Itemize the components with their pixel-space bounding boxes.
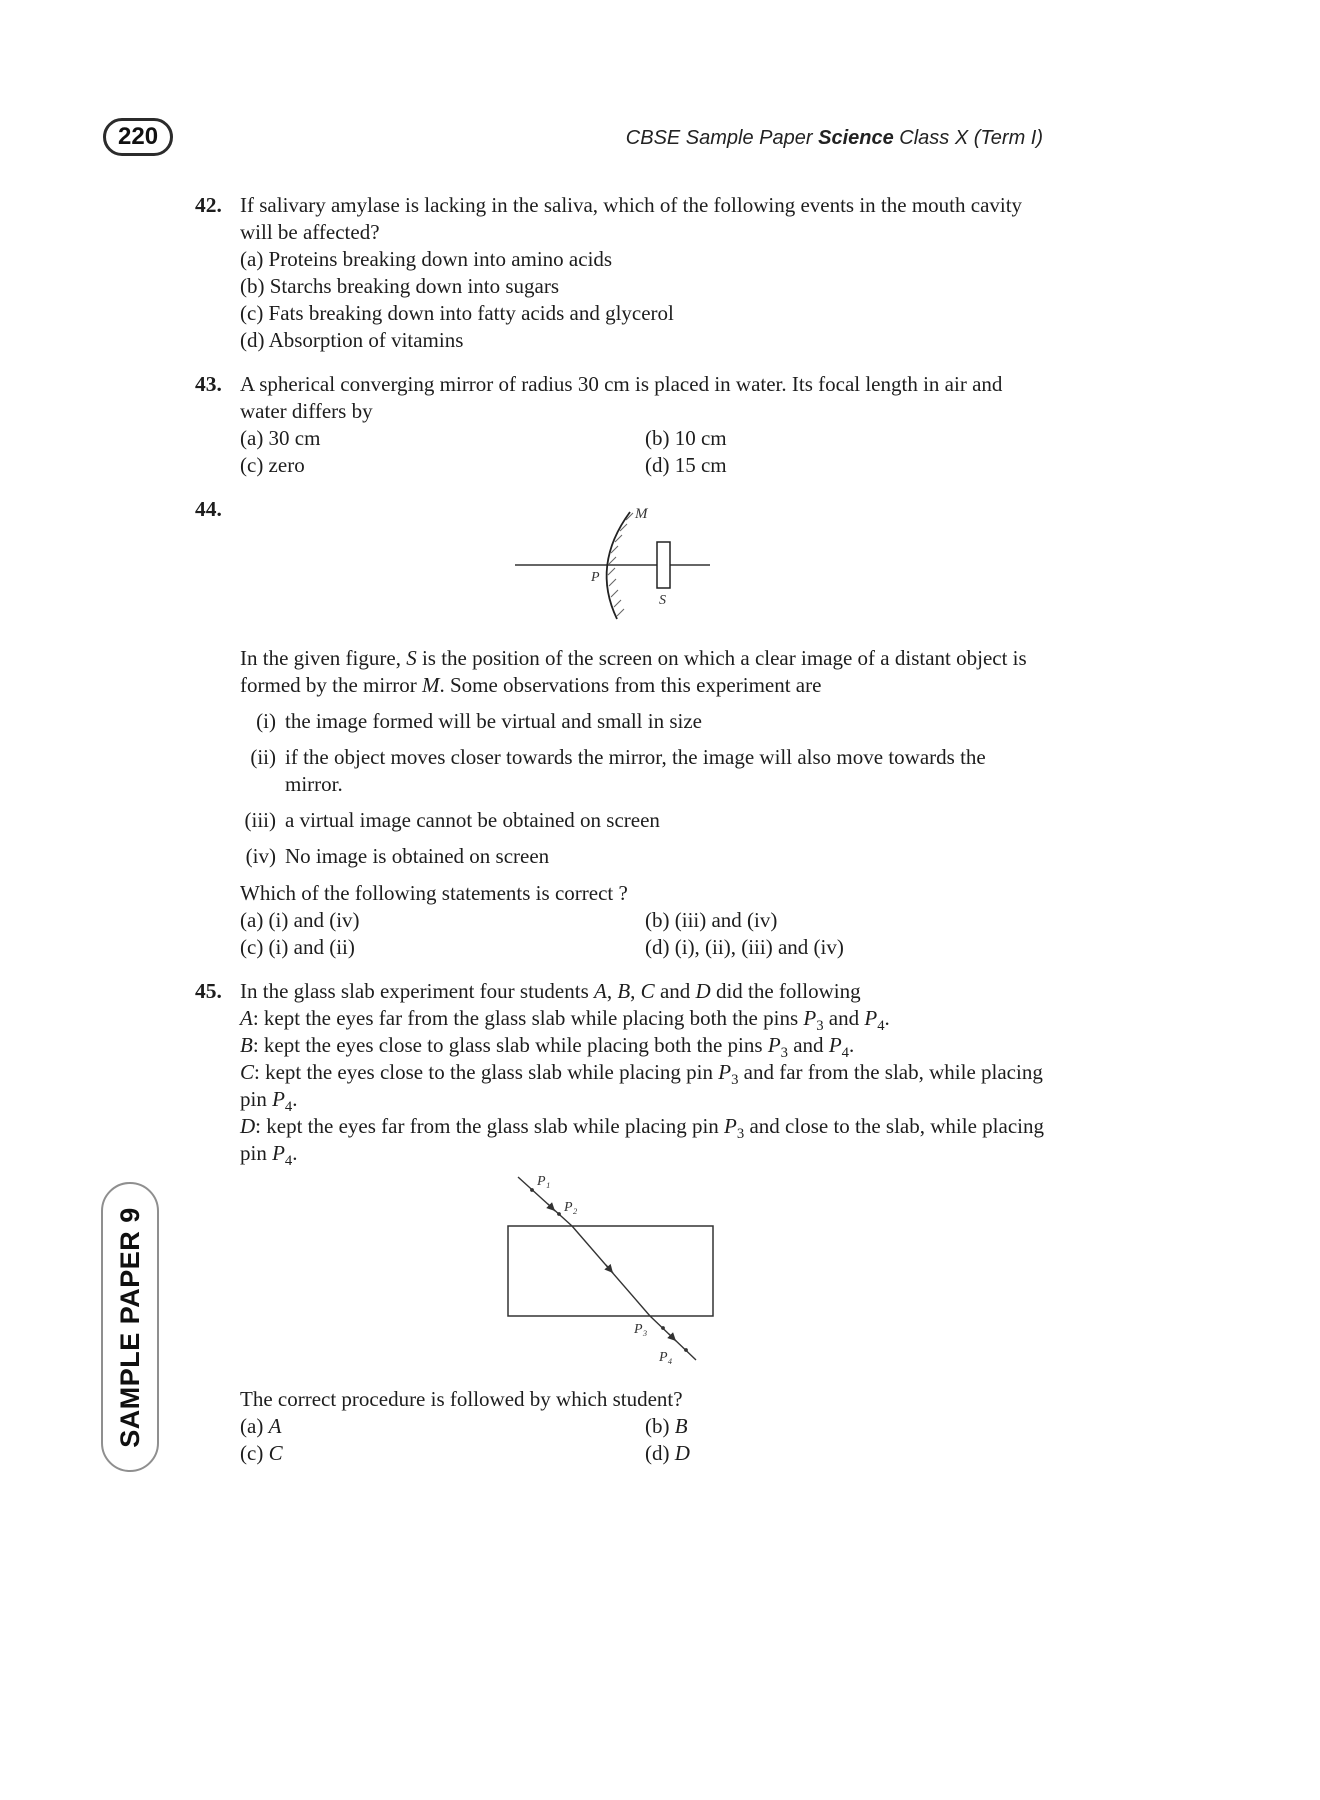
statement-iii [240,807,1047,834]
statement-i [240,708,1047,735]
mirror-diagram [505,502,735,626]
screen-rect [657,542,670,588]
option-a: (a) 30 cm [240,426,321,450]
header-title-brand: Science [818,127,894,149]
pin-p4-dot [684,1348,688,1352]
option-b: (b) B [645,1414,688,1438]
sample-paper-side-tab [101,1182,159,1472]
page-number-badge: 220 [103,118,173,156]
label-pin-p4: P₄ [659,1350,673,1365]
student-a-line: A: kept the eyes far from the glass slab while placing both the pins $P_3$ and $P_4$. [240,1006,890,1035]
label-mirror-m: M [635,506,648,522]
question-45-text: In the glass slab experiment four students A, B, C and D did the following [240,979,861,1003]
question-44-prompt: Which of the following statements is correct ? [240,881,628,905]
label-pin-p3: P₃ [634,1322,648,1337]
question-44-options [240,907,1047,961]
option-b: (b) Starchs breaking down into sugars [240,274,560,298]
refracted-ray-arrow [606,1265,613,1273]
pin-p3-dot [661,1326,665,1330]
question-45-options [240,1413,1047,1467]
sample-paper-side-tab-label: SAMPLE PAPER 9 [114,1206,145,1448]
label-pin-p2: P₂ [564,1200,578,1215]
option-a: (a) (i) and (iv) [240,908,360,932]
emergent-ray-arrow [669,1334,676,1341]
option-c: (c) C [240,1441,283,1465]
option-d: (d) D [645,1441,690,1465]
question-45-prompt: The correct procedure is followed by which student? [240,1387,683,1411]
question-44-number: 44. [195,497,222,521]
label-pin-p1: P₁ [537,1174,551,1189]
student-b-line: B: kept the eyes close to glass slab while placing both the pins $P_3$ and $P_4$. [240,1033,855,1062]
question-45 [195,978,1047,1467]
header-title-post: Class X (Term I) [893,127,1043,149]
statement-label: (i) [256,709,276,733]
statement-text: No image is obtained on screen [285,844,550,868]
student-c-line: C: kept the eyes close to the glass slab while placing pin $P_3$ and far from the slab, while placing pin $P_4$. [240,1060,1043,1116]
statement-ii [240,744,1047,798]
option-d: (d) (i), (ii), (iii) and (iv) [645,935,844,959]
question-42-text: If salivary amylase is lacking in the saliva, which of the following events in the mouth cavity will be affected? [240,193,1023,244]
statement-label: (iii) [244,808,276,832]
header-title [626,127,1043,150]
question-43-number: 43. [195,372,222,396]
question-43-text: A spherical converging mirror of radius 30 cm is placed in water. Its focal length in air and water differs by [240,372,1003,423]
question-42 [195,192,1047,354]
option-c: (c) (i) and (ii) [240,935,355,959]
option-d: (d) Absorption of vitamins [240,328,464,352]
page-content [195,192,1047,1484]
pin-p1-dot [530,1188,534,1192]
option-c: (c) zero [240,453,305,477]
question-45-number: 45. [195,979,222,1003]
label-pole-p: P [591,570,600,585]
question-42-options [240,246,1047,354]
question-43-options [240,425,1047,479]
question-43 [195,371,1047,479]
option-b: (b) 10 cm [645,426,727,450]
option-b: (b) (iii) and (iv) [645,908,778,932]
statement-text: a virtual image cannot be obtained on screen [285,808,660,832]
figure-concave-mirror [505,502,1047,633]
statement-text: if the object moves closer towards the mirror, the image will also move towards the mirror. [285,745,986,796]
option-c: (c) Fats breaking down into fatty acids and glycerol [240,301,674,325]
glass-slab-diagram [460,1171,760,1371]
statement-iv [240,843,1047,870]
statement-label: (ii) [250,745,276,769]
option-a: (a) A [240,1414,282,1438]
question-42-number: 42. [195,193,222,217]
figure-glass-slab [460,1171,1047,1378]
question-44 [195,496,1047,961]
statement-label: (iv) [245,844,276,868]
option-a: (a) Proteins breaking down into amino acids [240,247,613,271]
question-44-text: In the given figure, S is the position of the screen on which a clear image of a distant object is formed by the mirror M. Some observations from this experiment are [240,646,1027,697]
question-44-statements [240,708,1047,870]
pin-p2-dot [557,1212,561,1216]
label-screen-s: S [659,593,666,608]
incident-ray-arrow [548,1204,555,1211]
statement-text: the image formed will be virtual and small in size [285,709,702,733]
option-d: (d) 15 cm [645,453,727,477]
header-title-pre: CBSE Sample Paper [625,127,819,149]
student-d-line: D: kept the eyes far from the glass slab while placing pin $P_3$ and close to the slab, while placing pin $P_4$. [240,1114,1044,1170]
